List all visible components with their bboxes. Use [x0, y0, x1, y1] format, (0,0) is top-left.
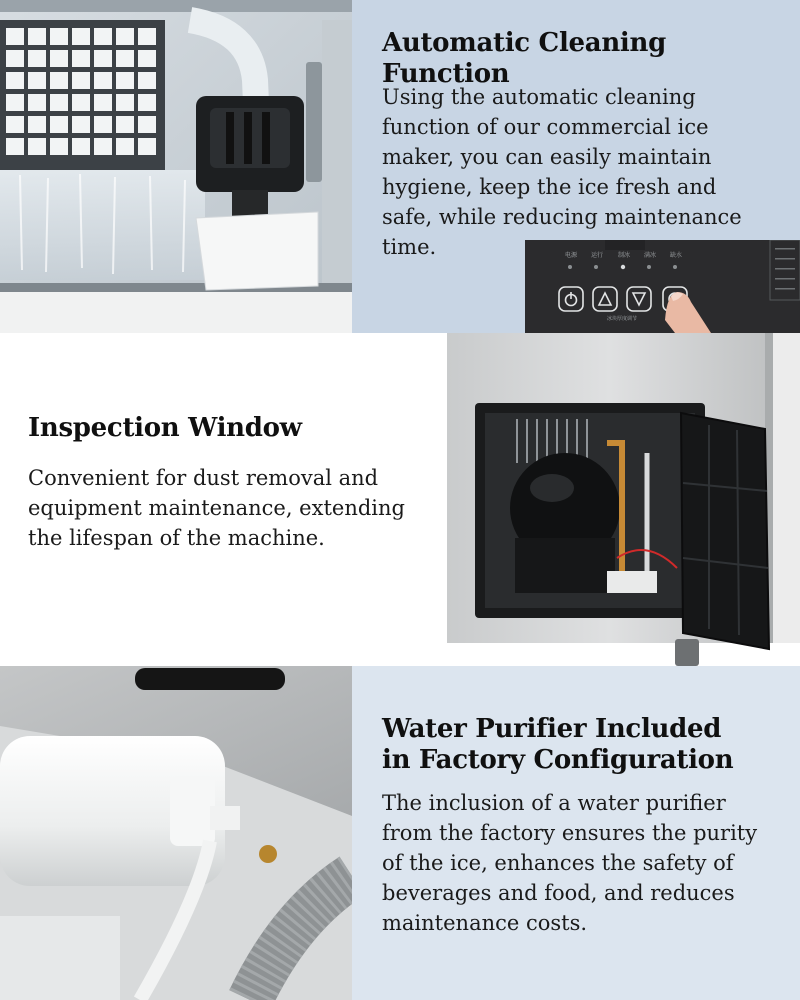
evaporator-cell	[116, 138, 134, 155]
evaporator-cell	[28, 116, 46, 133]
body-line: maintenance costs.	[382, 911, 588, 935]
evaporator-cell	[28, 28, 46, 45]
body-line: hygiene, keep the ice fresh and	[382, 175, 717, 199]
indicator-label: 电源	[565, 252, 578, 259]
evaporator-cell	[94, 50, 112, 67]
evaporator-cell	[72, 28, 90, 45]
body-line: safe, while reducing maintenance	[382, 205, 742, 229]
heading-line: in Factory Configuration	[382, 745, 734, 775]
evaporator-cell	[138, 28, 156, 45]
evaporator-cell	[138, 138, 156, 155]
evaporator-cell	[116, 72, 134, 89]
body-line: function of our commercial ice	[382, 115, 709, 139]
evaporator-cell	[6, 94, 24, 111]
indicator-label: 运行	[591, 252, 604, 259]
evaporator-cell	[72, 138, 90, 155]
evaporator-cell	[50, 138, 68, 155]
section-water-purifier	[0, 666, 800, 1000]
evaporator-cell	[6, 72, 24, 89]
evaporator-cell	[138, 50, 156, 67]
evaporator-cell	[138, 94, 156, 111]
indicator-label: 制冰	[618, 252, 631, 259]
body-line: Using the automatic cleaning	[382, 85, 696, 109]
section-automatic-cleaning	[0, 0, 800, 333]
section-heading: Inspection Window	[28, 413, 302, 443]
evaporator-grid	[0, 20, 165, 170]
body-line: Convenient for dust removal and	[28, 466, 379, 490]
evaporator-cell	[138, 116, 156, 133]
evaporator-cell	[94, 72, 112, 89]
evaporator-cell	[28, 94, 46, 111]
evaporator-cell	[94, 28, 112, 45]
evaporator-cell	[116, 116, 134, 133]
evaporator-cell	[94, 116, 112, 133]
body-line: the lifespan of the machine.	[28, 526, 325, 550]
evaporator-cell	[116, 28, 134, 45]
evaporator-cell	[50, 72, 68, 89]
evaporator-cell	[50, 50, 68, 67]
evaporator-cell	[116, 50, 134, 67]
evaporator-cell	[50, 116, 68, 133]
body-line: equipment maintenance, extending	[28, 496, 405, 520]
indicator-label: 满冰	[644, 252, 657, 259]
evaporator-cell	[6, 28, 24, 45]
evaporator-cell	[50, 28, 68, 45]
evaporator-cell	[72, 94, 90, 111]
evaporator-cell	[138, 72, 156, 89]
control-panel-photo	[525, 240, 800, 333]
evaporator-cell	[6, 116, 24, 133]
section-heading	[382, 714, 733, 776]
evaporator-cell	[6, 50, 24, 67]
section-body	[382, 788, 787, 938]
body-line: time.	[382, 235, 437, 259]
section-inspection-window	[0, 333, 800, 666]
body-line: of the ice, enhances the safety of	[382, 851, 734, 875]
evaporator-cell	[28, 50, 46, 67]
evaporator-cell	[116, 94, 134, 111]
section-body	[382, 82, 782, 262]
body-line: from the factory ensures the purity	[382, 821, 758, 845]
evaporator-cell	[6, 138, 24, 155]
evaporator-cell	[94, 138, 112, 155]
inspection-window-photo	[447, 333, 800, 666]
body-line: maker, you can easily maintain	[382, 145, 712, 169]
section-heading: Automatic Cleaning Function	[382, 28, 666, 89]
body-line: The inclusion of a water purifier	[382, 791, 726, 815]
evaporator-cell	[28, 72, 46, 89]
heading-line: Water Purifier Included	[382, 714, 722, 744]
evaporator-cell	[72, 116, 90, 133]
evaporator-cell	[94, 94, 112, 111]
evaporator-cell	[72, 50, 90, 67]
body-line: beverages and food, and reduces	[382, 881, 735, 905]
section-body	[28, 463, 428, 553]
evaporator-cell	[28, 138, 46, 155]
evaporator-cell	[72, 72, 90, 89]
control-caption: 冰块厚度调节	[607, 316, 638, 322]
water-purifier-photo	[0, 666, 352, 1000]
ice-maker-interior-photo	[0, 0, 352, 333]
indicator-label: 缺水	[670, 252, 683, 259]
evaporator-cell	[50, 94, 68, 111]
